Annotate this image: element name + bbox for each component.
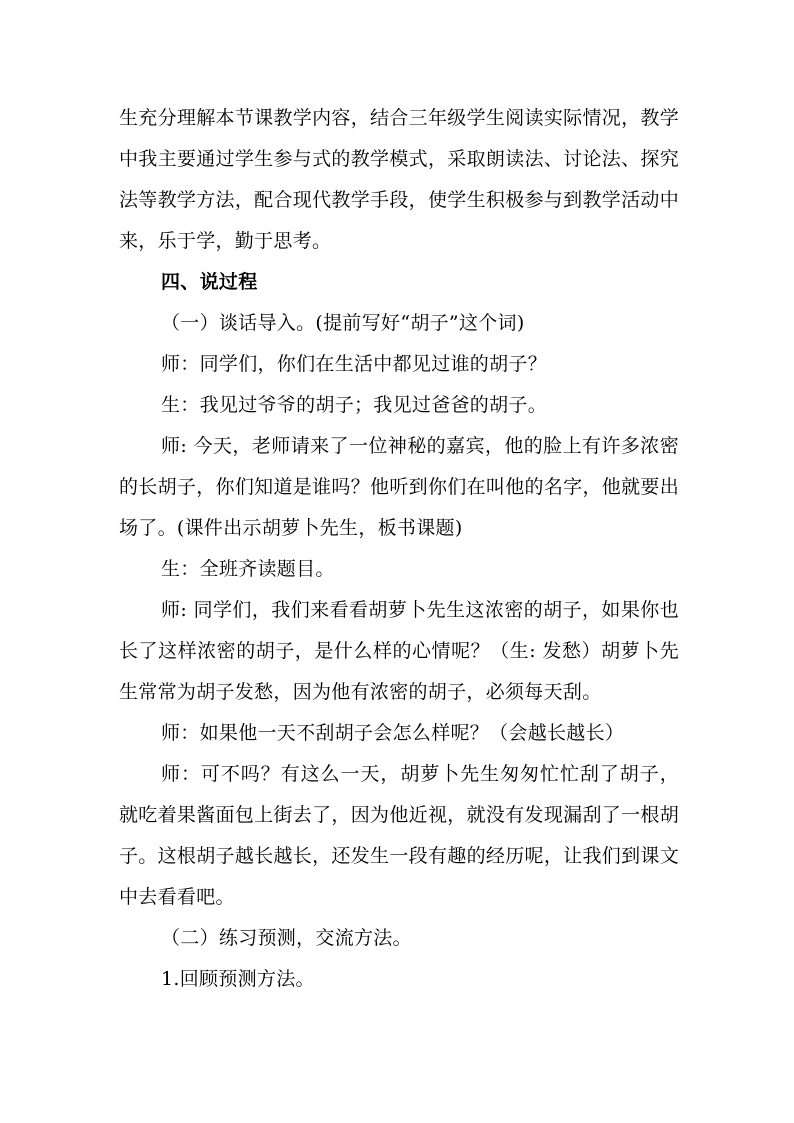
paragraph-continued: 生充分理解本节课教学内容，结合三年级学生阅读实际情况，教学中我主要通过学生参与式的教学模式，采取朗读法、讨论法、探究法等教学方法，配合现代教学手段，使学生积极参与到教学活动中来，乐于学，勤于思考。 (119, 107, 679, 252)
paragraph: 生：全班齐读题目。 (161, 558, 335, 580)
section-heading: 四、说过程 (161, 271, 258, 293)
document-body (119, 98, 679, 1000)
list-item: 1.回顾预测方法。 (161, 968, 315, 990)
subsection-heading: （二）练习预测，交流方法。 (161, 927, 412, 949)
paragraph: 师：如果他一天不刮胡子会怎么样呢？（会越长越长） (161, 722, 625, 744)
subsection-heading: （一）谈话导入。(提前写好“胡子”这个词) (161, 312, 525, 334)
paragraph: 师：同学们，你们在生活中都见过谁的胡子？ (161, 353, 548, 375)
paragraph: 师：可不吗？有这么一天，胡萝卜先生匆匆忙忙刮了胡子，就吃着果酱面包上街去了，因为他近视，就没有发现漏刮了一根胡子。这根胡子越长越长，还发生一段有趣的经历呢，让我们到课文中去看看吧。 (119, 763, 679, 908)
paragraph: 师: 同学们，我们来看看胡萝卜先生这浓密的胡子，如果你也长了这样浓密的胡子，是什么样的心情呢？（生: 发愁）胡萝卜先生常常为胡子发愁，因为他有浓密的胡子，必须每天刮。 (119, 599, 679, 703)
paragraph: 师: 今天，老师请来了一位神秘的嘉宾，他的脸上有许多浓密的长胡子，你们知道是谁吗？他听到你们在叫他的名字，他就要出场了。(课件出示胡萝卜先生，板书课题) (119, 435, 679, 539)
paragraph: 生：我见过爷爷的胡子；我见过爸爸的胡子。 (161, 394, 548, 416)
